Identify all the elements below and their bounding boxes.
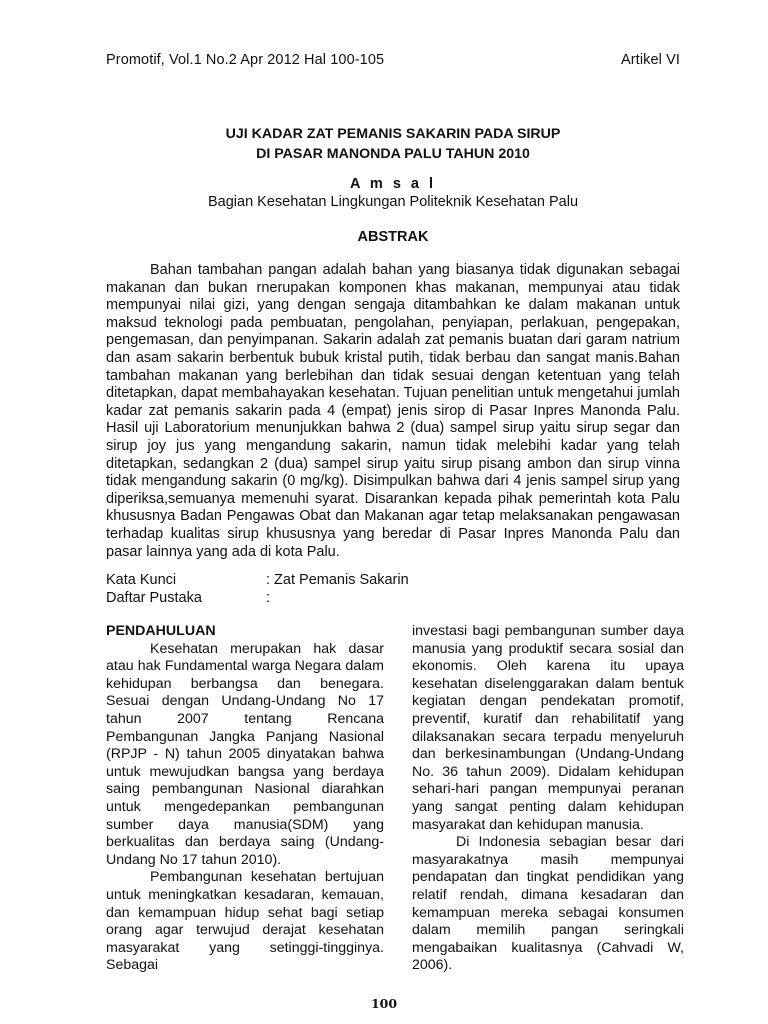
abstract-text: Bahan tambahan pangan adalah bahan yang biasanya tidak digunakan sebagai makanan dan bukan rnerupakan komponen khas makanan, mempunyai atau tidak mempunyai nilai gizi, yang dengan sengaja ditambahkan ke dalam makanan untuk maksud teknologi pada pembuatan, pengolahan, penyiapan, perlakuan, pengepakan, pengemasan, dan penyimpanan. Sakarin adalah zat pemanis buatan dari garam natrium dan asam sakarin berbentuk bubuk kristal putih, tidak berbau dan sangat manis.Bahan tambahan makanan yang berlebihan dan tidak sesuai dengan ketentuan yang telah ditetapkan, dapat membahayakan kesehatan. Tujuan penelitian untuk mengetahui jumlah kadar zat pemanis sakarin pada 4 (empat) jenis sirop di Pasar Inpres Manonda Palu. Hasil uji Laboratorium menunjukkan bahwa 2 (dua) sampel sirup yaitu sirup segar dan sirup joy jus yang mengandung sakarin, namun tidak melebihi kadar yang telah ditetapkan, sedangkan 2 (dua) sampel sirup yaitu sirup pisang ambon dan sirup vinna tidak mengandung sakarin (0 mg/kg). Disimpulkan bahwa dari 4 jenis sampel sirup yang diperiksa,semuanya memenuhi syarat. Disarankan kepada pihak pemerintah kota Palu khususnya Badan Pengawas Obat dan Makanan agar tetap melaksanakan pengawasan terhadap kualitas sirup khususnya yang beredar di Pasar Inpres Manonda Palu dan pasar lainnya yang ada di kota Palu. [106, 262, 680, 560]
article-label: Artikel VI [620, 52, 680, 68]
title-line-1: UJI KADAR ZAT PEMANIS SAKARIN PADA SIRUP [225, 126, 561, 142]
body-paragraph: Di Indonesia sebagian besar dari masyarakatnya masih mempunyai pendapatan dan tingkat pendidikan yang relatif rendah, dimana kesadaran dan kemampuan mereka sebagai konsumen dalam memilih pangan seringkali mengabaikan kualitasnya (Cahvadi W, 2006). [412, 834, 684, 974]
body-column-right [412, 623, 684, 975]
body-paragraph: Kesehatan merupakan hak dasar atau hak Fundamental warga Negara dalam kehidupan berbangsa dan benegara. Sesuai dengan Undang-Undang No 17 tahun 2007 tentang Rencana Pembangunan Jangka Panjang Nasional (RPJP - N) tahun 2005 dinyatakan bahwa untuk mewujudkan bangsa yang berdaya saing pembangunan Nasional diarahkan untuk mengedepankan pembangunan sumber daya manusia(SDM) yang berkualitas dan berdaya saing (Undang-Undang No 17 tahun 2010). [106, 640, 384, 868]
keywords-row [106, 571, 680, 589]
keywords-block [106, 571, 680, 607]
journal-citation: Promotif, Vol.1 No.2 Apr 2012 Hal 100-105 [106, 52, 385, 68]
section-heading: PENDAHULUAN [106, 623, 216, 639]
references-value: : [266, 590, 271, 606]
references-label: Daftar Pustaka [106, 590, 202, 606]
keywords-value: : Zat Pemanis Sakarin [266, 572, 409, 588]
author-name: A m s a l [349, 176, 437, 192]
body-paragraph: Pembangunan kesehatan bertujuan untuk meningkatkan kesadaran, kemauan, dan kemampuan hidup sehat bagi setiap orang agar terwujud derajat kesehatan masyarakat yang setinggi-tingginya. Sebagai [106, 869, 384, 974]
running-header [106, 52, 680, 68]
body-paragraph: investasi bagi pembangunan sumber daya manusia yang produktif secara sosial dan ekonomis. Oleh karena itu upaya kesehatan diselenggarakan dalam bentuk kegiatan dengan pendekatan promotif, preventif, kuratif dan rehabilitatif yang dilaksanakan secara terpadu menyeluruh dan berkesinambungan (Undang-Undang No. 36 tahun 2009). Didalam kehidupan sehari-hari pangan mempunyai peranan yang sangat penting dalam kehidupan masyarakat dan kehidupan manusia. [412, 623, 684, 833]
author-affiliation: Bagian Kesehatan Lingkungan Politeknik Kesehatan Palu [207, 194, 579, 210]
keywords-label: Kata Kunci [106, 572, 177, 588]
paper-title [106, 124, 680, 164]
title-line-2: DI PASAR MANONDA PALU TAHUN 2010 [256, 146, 530, 162]
abstract-heading: ABSTRAK [357, 229, 429, 245]
references-row [106, 589, 680, 607]
page-number: 100 [370, 996, 398, 1011]
body-column-left [106, 623, 384, 975]
